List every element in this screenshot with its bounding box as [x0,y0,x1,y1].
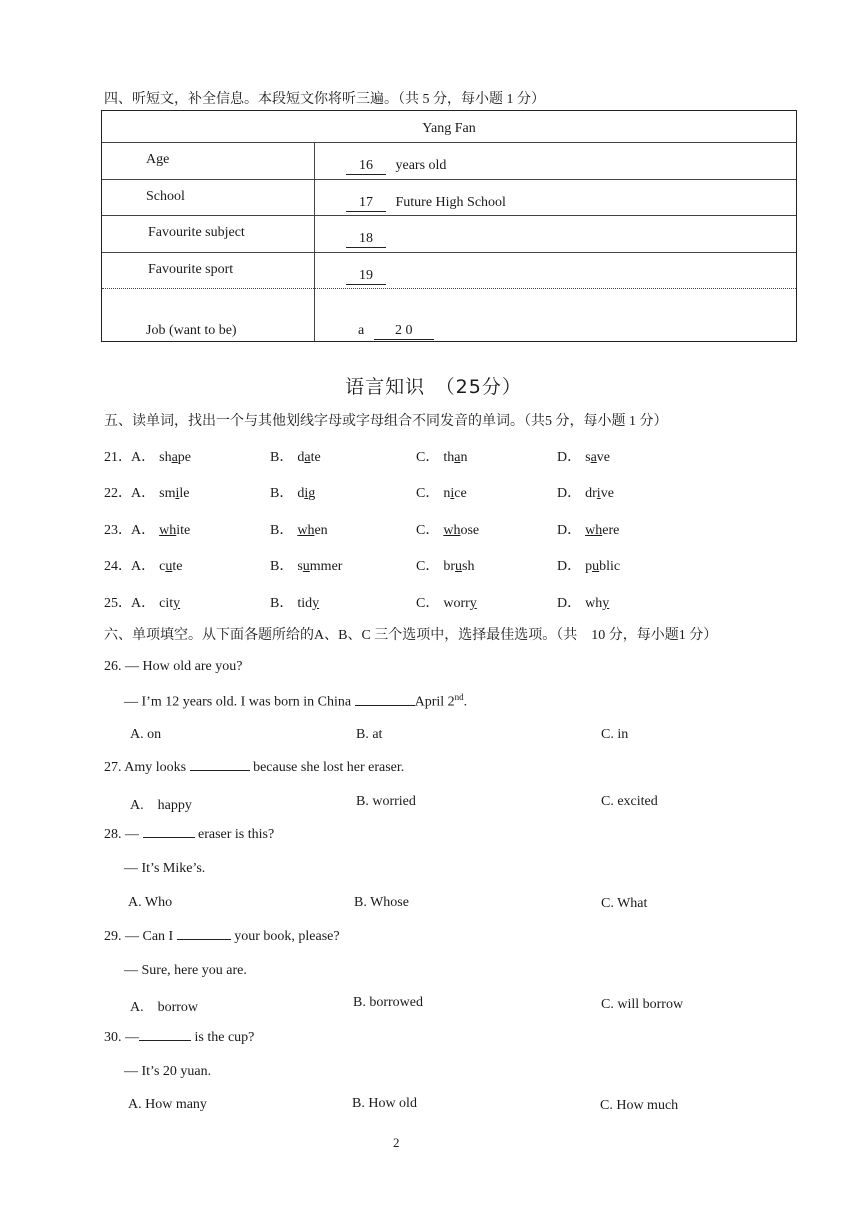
row-label-favourite-sport: Favourite sport [148,262,234,277]
q26-text-post: April 2 [414,694,455,710]
word-part: n [443,486,451,501]
q27-option-a: A. happy [130,798,192,813]
word-part: d [297,450,305,465]
word-part: tid [297,596,313,611]
word-part: br [443,559,456,574]
underlined-letters: y [312,596,320,611]
q27-text-post: because she lost her eraser. [253,760,405,775]
underlined-letters: i [304,486,309,501]
q29-option-a: A. borrow [130,1000,199,1015]
word-part: en [314,523,328,538]
question-number: 22． [104,486,132,501]
word-part: mmer [309,559,343,574]
underlined-letters: u [455,559,463,574]
option-letter: A． [131,486,156,501]
row-divider [102,179,796,180]
word-option [270,482,315,502]
option-letter: A． [131,523,156,538]
word-option [416,592,477,612]
word-part: pe [177,450,192,465]
underlined-letters: a [590,450,597,465]
word-part: te [310,450,321,465]
word-option [270,555,342,575]
row-label-favourite-subject: Favourite subject [148,225,245,240]
option-letter: A． [131,596,156,611]
word-option [557,592,609,612]
word-part: wh [585,596,603,611]
option-letter: B． [270,596,294,611]
column-divider [314,143,315,341]
word-option [557,446,610,466]
question-28-line2: — It’s Mike’s. [124,861,206,876]
option-letter: D． [557,596,582,611]
question-number: 25． [104,596,132,611]
q30-text-pre: 30. — [104,1030,139,1045]
word-option [131,446,191,466]
question-number: 24． [104,559,132,574]
question-28-line1 [104,827,274,843]
question-26-line1: 26. — How old are you? [104,659,243,674]
underlined-letters: wh [159,523,177,538]
age-suffix: years old [395,158,447,173]
option-letter: A． [131,559,156,574]
q30-text-post: is the cup? [194,1030,255,1045]
q30-option-b: B. How old [352,1096,417,1111]
option-letter: C． [416,596,440,611]
row-value-school [346,195,506,212]
word-option [270,592,319,612]
word-part: p [585,559,593,574]
section-5-heading: 五、读单词，找出一个与其他划线字母或字母组合不同发音的单词。（共5 分，每小题 1 分） [104,414,668,429]
row-label-school: School [146,189,185,204]
option-letter: A． [131,450,156,465]
q29-blank [177,938,231,940]
q27-text-pre: 27. Amy looks [104,760,187,775]
underlined-letters: i [450,486,455,501]
q27-blank [190,769,250,771]
word-option [131,482,189,502]
option-letter: B． [270,523,294,538]
word-option [557,482,614,502]
option-letter: B． [270,450,294,465]
q26-option-a: A. on [130,727,162,742]
q28-option-b: B. Whose [354,895,409,910]
underlined-letters: y [602,596,610,611]
table-title: Yang Fan [422,121,476,136]
row-value-favourite-subject [346,231,386,248]
info-table [101,110,797,342]
q29-option-c: C. will borrow [601,997,684,1012]
word-part: cit [159,596,174,611]
word-part: s [585,450,591,465]
blank-20: 2 0 [374,323,434,340]
q28-option-a: A. Who [128,895,173,910]
word-option [270,519,328,539]
row-divider [102,142,796,143]
option-letter: B． [270,486,294,501]
question-number: 21． [104,450,132,465]
word-part: te [172,559,183,574]
option-letter: D． [557,523,582,538]
word-part: sh [159,450,172,465]
word-part: ere [602,523,620,538]
option-letter: C． [416,523,440,538]
option-letter: C． [416,559,440,574]
row-divider [102,215,796,216]
q30-option-a: A. How many [128,1097,207,1112]
underlined-letters: u [165,559,173,574]
word-part: sm [159,486,176,501]
blank-16: 16 [346,158,386,175]
question-number: 23． [104,523,132,538]
word-part: ve [600,486,614,501]
question-29-line1 [104,929,340,945]
row-label-job: Job (want to be) [146,323,237,338]
word-part: th [443,450,455,465]
q30-option-c: C. How much [600,1098,679,1113]
q29-text-post: your book, please? [234,929,340,944]
underlined-letters: y [173,596,181,611]
word-part: ce [454,486,467,501]
underlined-letters: a [304,450,311,465]
row-label-age: Age [146,152,170,167]
word-option [131,592,180,612]
word-part: dr [585,486,597,501]
word-part: ite [176,523,191,538]
row-divider [102,288,796,289]
question-27 [104,760,404,776]
row-value-job [358,323,434,340]
word-part: n [460,450,468,465]
question-26-line2 [124,692,467,711]
q29-option-b: B. borrowed [353,995,423,1010]
q27-option-b: B. worried [356,794,416,809]
word-part: ve [596,450,611,465]
underlined-letters: i [175,486,180,501]
section-4-heading: 四、听短文，补全信息。本段短文你将听三遍。（共 5 分，每小题 1 分） [104,92,545,107]
section-6-heading: 六、单项填空。从下面各题所给的A、B、C 三个选项中，选择最佳选项。（共 10 分，每小题1 分） [104,628,718,643]
blank-18: 18 [346,231,386,248]
underlined-letters: wh [443,523,461,538]
q29-text-pre: 29. — Can I [104,929,174,944]
blank-17: 17 [346,195,386,212]
word-part: worr [443,596,470,611]
option-letter: C． [416,486,440,501]
row-value-favourite-sport [346,268,386,285]
option-letter: D． [557,486,582,501]
option-letter: D． [557,559,582,574]
word-option [270,446,321,466]
option-letter: C． [416,450,440,465]
q26-text-pre: — I’m 12 years old. I was born in China [124,694,352,710]
option-letter: B． [270,559,294,574]
underlined-letters: u [592,559,600,574]
school-suffix: Future High School [395,195,506,210]
underlined-letters: wh [585,523,603,538]
word-option [416,555,474,575]
word-part: d [297,486,305,501]
q26-superscript: nd [454,692,464,702]
word-option [416,446,467,466]
word-part: ose [460,523,480,538]
question-30-line2: — It’s 20 yuan. [124,1064,212,1079]
word-option [131,555,182,575]
question-30-line1 [104,1030,254,1046]
word-option [557,519,619,539]
underlined-letters: a [171,450,178,465]
word-option [131,519,190,539]
word-option [416,519,479,539]
q26-option-c: C. in [601,727,629,742]
q28-option-c: C. What [601,896,648,911]
word-option [416,482,467,502]
q28-text-post: eraser is this? [198,827,275,842]
underlined-letters: y [469,596,477,611]
word-part: le [179,486,190,501]
word-part: blic [599,559,621,574]
q27-option-c: C. excited [601,794,658,809]
word-part: s [297,559,303,574]
row-value-age [346,158,446,175]
underlined-letters: u [302,559,310,574]
underlined-letters: a [454,450,461,465]
word-part: sh [462,559,475,574]
part-title: 语言知识 （25分） [345,376,522,398]
row-divider [102,252,796,253]
blank-19: 19 [346,268,386,285]
word-part: c [159,559,166,574]
word-option [557,555,620,575]
job-prefix: a [358,323,365,338]
option-letter: D． [557,450,582,465]
question-29-line2: — Sure, here you are. [124,963,247,978]
underlined-letters: wh [297,523,315,538]
q30-blank [139,1039,191,1041]
q28-blank [143,836,195,838]
q28-text-pre: 28. — [104,827,139,842]
q26-text-end: . [463,694,468,710]
underlined-letters: i [596,486,601,501]
word-part: g [308,486,316,501]
q26-option-b: B. at [356,727,383,742]
page-number: 2 [393,1135,400,1150]
q26-blank [355,704,415,706]
